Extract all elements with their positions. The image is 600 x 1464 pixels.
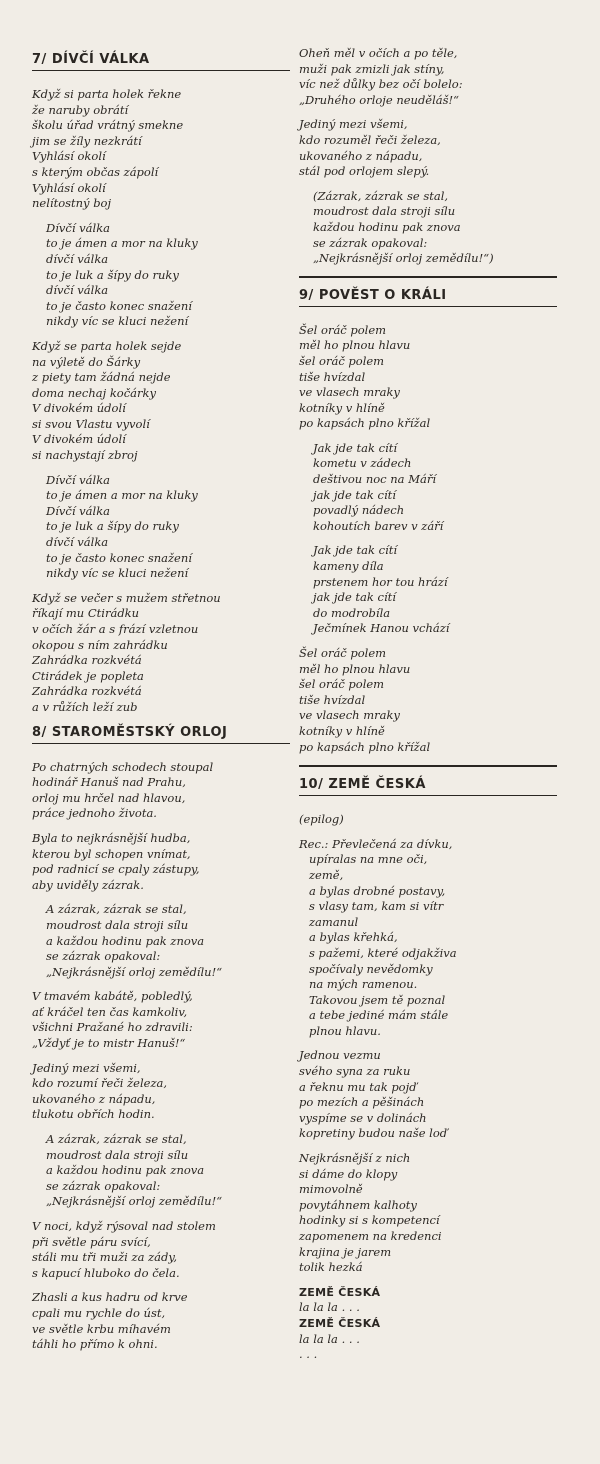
song-8-continued xyxy=(299,46,557,267)
lyric-line: tiše hvízdal xyxy=(299,369,366,384)
song-8-refrain-2 xyxy=(32,1132,290,1210)
lyric-line: Jediný mezi všemi, xyxy=(299,117,408,132)
lyric-line: deštivou noc na Máří xyxy=(313,472,437,487)
lyric-line: na výletě do Šárky xyxy=(32,354,141,369)
lyric-line: a řeknu mu tak pojď xyxy=(299,1079,417,1094)
lyric-line: cpali mu rychle do úst, xyxy=(32,1305,166,1320)
lyric-line: kopretiny budou naše loď xyxy=(299,1126,448,1141)
lyric-line: měl ho plnou hlavu xyxy=(299,338,411,353)
lyric-line: a v růžích leží zub xyxy=(32,699,138,714)
lyric-line: si dáme do klopy xyxy=(299,1166,398,1181)
lyric-line: to je ámen a mor na kluky xyxy=(46,488,198,503)
lyric-line: každou hodinu pak znova xyxy=(313,219,461,234)
lyric-line: v očích žár a s frází vzletnou xyxy=(32,622,199,636)
lyric-line: říkají mu Ctirádku xyxy=(32,606,140,621)
song-7-refrain-2 xyxy=(32,473,290,582)
lyric-line: si nachystají zbroj xyxy=(32,448,138,463)
lyric-line: V divokém údolí xyxy=(32,401,126,416)
lyric-line: Vyhlásí okolí xyxy=(32,180,106,195)
lyric-line: Jak jde tak cítí xyxy=(313,543,397,558)
song-8-stanza-4 xyxy=(32,1061,290,1123)
lyric-line: Zhasli a kus hadru od krve xyxy=(32,1290,188,1305)
lyric-line: hodinář Hanuš nad Prahu, xyxy=(32,775,186,790)
recitation-first-line: Rec.: Převlečená za dívku, xyxy=(299,836,453,851)
song-9-stanza-3 xyxy=(299,543,557,637)
lyric-line: tlukotu obřích hodin. xyxy=(32,1107,155,1122)
finale-line-3: ZEMĚ ČESKÁ xyxy=(299,1316,381,1330)
song-8-refrain-1 xyxy=(32,902,290,980)
finale-line-5: . . . xyxy=(299,1347,318,1362)
song-8-heading: 8/ STAROMĚSTSKÝ ORLOJ xyxy=(32,725,290,744)
lyric-line: orloj mu hrčel nad hlavou, xyxy=(32,790,186,805)
lyric-line: prstenem hor tou hrází xyxy=(313,574,448,589)
lyric-line: Po chatrných schodech stoupal xyxy=(32,759,214,774)
lyric-line: ve vlasech mraky xyxy=(299,385,400,400)
song-7-stanza-2 xyxy=(32,339,290,464)
song-9-stanza-2 xyxy=(299,441,557,535)
lyric-line: kdo rozumí řeči železa, xyxy=(32,1076,168,1091)
lyric-line: „Nejkrásnější orloj zemědílu!“) xyxy=(313,251,494,266)
song-7-heading: 7/ DÍVČÍ VÁLKA xyxy=(32,52,290,71)
lyric-line: si svou Vlastu vyvolí xyxy=(32,416,150,431)
lyric-line: z piety tam žádná nejde xyxy=(32,370,171,385)
song-7-stanza-3 xyxy=(32,591,290,716)
lyric-line: dívčí válka xyxy=(46,283,109,298)
lyric-line: A zázrak, zázrak se stal, xyxy=(46,902,187,917)
lyric-line: ukovaného z nápadu, xyxy=(32,1091,156,1106)
lyric-line: dívčí válka xyxy=(46,535,109,550)
lyric-line: ve světle krbu míhavém xyxy=(32,1321,171,1336)
finale-line-4: la la la . . . xyxy=(299,1331,360,1346)
lyric-line: V divokém údolí xyxy=(32,432,126,447)
lyric-line: Oheň měl v očích a po těle, xyxy=(299,46,458,60)
lyric-line: kdo rozuměl řeči železa, xyxy=(299,132,441,147)
lyric-line: V tmavém kabátě, pobledlý, xyxy=(32,989,193,1004)
lyric-line: měl ho plnou hlavu xyxy=(299,661,411,676)
lyric-line: Když se parta holek sejde xyxy=(32,338,182,353)
lyric-line: zapomenem na kredenci xyxy=(299,1229,442,1243)
lyric-line: Dívčí válka xyxy=(46,220,111,235)
lyric-line: a každou hodinu pak znova xyxy=(46,933,205,948)
lyric-line: táhli ho přímo k ohni. xyxy=(32,1337,158,1352)
lyric-line: svého syna za ruku xyxy=(299,1064,411,1079)
song-9-lyrics xyxy=(299,323,557,755)
lyric-line: krajina je jarem xyxy=(299,1244,392,1259)
lyric-line: země, xyxy=(309,867,344,882)
lyric-line: že naruby obrátí xyxy=(32,102,129,117)
lyric-line: spočívaly nevědomky xyxy=(309,961,433,976)
song-8-stanza-2 xyxy=(32,831,290,893)
lyric-line: šel oráč polem xyxy=(299,353,385,368)
lyric-line: ukovaného z nápadu, xyxy=(299,148,423,163)
lyric-line: jim se žíly nezkrátí xyxy=(32,133,142,148)
lyric-line: Dívčí válka xyxy=(46,472,111,487)
lyric-line: „Vždyť je to mistr Hanuš!“ xyxy=(32,1036,186,1051)
song-8-stanza-5 xyxy=(32,1219,290,1281)
lyric-line: aby uviděly zázrak. xyxy=(32,877,144,892)
lyric-line: kotníky v hlíně xyxy=(299,723,385,738)
finale-line-2: la la la . . . xyxy=(299,1300,360,1315)
left-column xyxy=(32,52,290,1362)
song-7-lyrics xyxy=(32,87,290,716)
lyric-line: nikdy víc se kluci nežení xyxy=(46,566,189,581)
lyric-line: upíralas na mne oči, xyxy=(309,852,428,867)
song-9-stanza-1 xyxy=(299,323,557,432)
lyric-line: povytáhnem kalhoty xyxy=(299,1197,417,1212)
lyric-line: to je luk a šípy do ruky xyxy=(46,267,179,282)
lyric-line: a tebe jediné mám stále xyxy=(309,1008,449,1023)
lyric-line: stáli mu tři muži za zády, xyxy=(32,1250,177,1265)
lyric-line: „Nejkrásnější orloj zemědílu!“ xyxy=(46,964,223,979)
lyric-line: na mých ramenou. xyxy=(309,977,418,992)
song-10-stanza-2 xyxy=(299,1151,557,1276)
lyric-line: Byla to nejkrásnější hudba, xyxy=(32,830,191,845)
lyric-line: s kterým občas zápolí xyxy=(32,164,159,179)
song-10-finale xyxy=(299,1285,557,1363)
song-10-recitation xyxy=(299,837,557,1040)
lyric-line: vyspíme se v dolinách xyxy=(299,1110,427,1125)
lyric-line: práce jednoho života. xyxy=(32,806,157,821)
lyric-line: stál pod orlojem slepý. xyxy=(299,164,430,179)
lyric-line: nikdy víc se kluci nežení xyxy=(46,314,189,329)
lyric-line: po kapsách plno křížal xyxy=(299,416,431,431)
lyric-line: (Zázrak, zázrak se stal, xyxy=(313,188,449,203)
lyric-line: dívčí válka xyxy=(46,251,109,266)
lyric-line: po mezích a pěšinách xyxy=(299,1095,425,1110)
lyric-line: při světle páru svící, xyxy=(32,1234,151,1249)
lyric-line: A zázrak, zázrak se stal, xyxy=(46,1132,187,1147)
lyric-line: moudrost dala stroji sílu xyxy=(46,1147,189,1162)
lyric-line: jak jde tak cítí xyxy=(313,590,396,605)
lyric-line: Když si parta holek řekne xyxy=(32,87,182,101)
finale-line-1: ZEMĚ ČESKÁ xyxy=(299,1285,381,1299)
song-8-stanza-8 xyxy=(299,117,557,179)
lyric-line: Ječmínek Hanou vchází xyxy=(313,621,450,636)
recitation-lines xyxy=(299,852,557,1039)
lyric-line: s pažemi, které odjakživa xyxy=(309,945,457,960)
lyric-line: Zahrádka rozkvétá xyxy=(32,684,142,699)
lyric-line: víc než důlky bez očí bolelo: xyxy=(299,77,463,92)
lyric-line: Šel oráč polem xyxy=(299,322,387,337)
lyric-line: kometu v zádech xyxy=(313,456,412,471)
right-column xyxy=(299,46,557,1372)
lyric-line: a každou hodinu pak znova xyxy=(46,1163,205,1178)
lyric-line: s vlasy tam, kam si vítr xyxy=(309,899,444,914)
lyric-line: všichni Pražané ho zdravili: xyxy=(32,1020,193,1035)
lyric-line: mimovolně xyxy=(299,1182,363,1197)
lyric-line: Šel oráč polem xyxy=(299,646,387,660)
lyric-line: moudrost dala stroji sílu xyxy=(313,204,456,219)
lyric-line: po kapsách plno křížal xyxy=(299,739,431,754)
lyric-line: ať kráčel ten čas kamkoliv, xyxy=(32,1004,188,1019)
lyric-line: Když se večer s mužem střetnou xyxy=(32,590,221,605)
lyric-line: Takovou jsem tě poznal xyxy=(309,992,446,1007)
song-8-stanza-6 xyxy=(32,1290,290,1352)
song-8-refrain-3 xyxy=(299,189,557,267)
lyric-line: šel oráč polem xyxy=(299,677,385,692)
song-7-stanza-1 xyxy=(32,87,290,212)
song-10-heading: 10/ ZEMĚ ČESKÁ xyxy=(299,765,557,796)
lyric-line: „Druhého orloje neuděláš!“ xyxy=(299,92,460,107)
lyric-line: „Nejkrásnější orloj zemědílu!“ xyxy=(46,1194,223,1209)
song-8-stanza-1 xyxy=(32,760,290,822)
song-7-refrain-1 xyxy=(32,221,290,330)
lyric-line: kterou byl schopen vnímat, xyxy=(32,846,191,861)
lyric-line: a bylas drobné postavy, xyxy=(309,883,446,898)
lyric-line: V noci, když rýsoval nad stolem xyxy=(32,1219,216,1233)
lyric-line: tiše hvízdal xyxy=(299,692,366,707)
lyric-line: kohoutích barev v září xyxy=(313,518,444,533)
lyric-line: to je často konec snažení xyxy=(46,298,192,313)
lyric-line: povadlý nádech xyxy=(313,503,405,518)
lyric-line: pod radnicí se cpaly zástupy, xyxy=(32,862,200,877)
lyric-line: doma nechaj kočárky xyxy=(32,385,156,400)
lyric-line: zamanul xyxy=(309,914,359,929)
lyric-line: nelítostný boj xyxy=(32,196,112,211)
epilog-label: (epilog) xyxy=(299,812,344,827)
lyric-line: Jediný mezi všemi, xyxy=(32,1060,141,1075)
lyric-line: kameny díla xyxy=(313,559,384,574)
lyric-line: Vyhlásí okolí xyxy=(32,149,106,164)
lyric-line: ve vlasech mraky xyxy=(299,708,400,723)
lyric-line: se zázrak opakoval: xyxy=(46,949,161,964)
song-10-epilog-label xyxy=(299,812,557,828)
song-9-heading: 9/ POVĚST O KRÁLI xyxy=(299,276,557,307)
song-8-stanza-7 xyxy=(299,46,557,108)
song-9-stanza-4 xyxy=(299,646,557,755)
lyric-line: to je luk a šípy do ruky xyxy=(46,519,179,534)
lyric-line: se zázrak opakoval: xyxy=(46,1178,161,1193)
lyric-line: Jak jde tak cítí xyxy=(313,440,397,455)
lyric-line: to je ámen a mor na kluky xyxy=(46,236,198,251)
song-8-lyrics xyxy=(32,760,290,1353)
lyric-line: Dívčí válka xyxy=(46,503,111,518)
song-10-stanza-1 xyxy=(299,1048,557,1142)
lyric-line: jak jde tak cítí xyxy=(313,487,396,502)
lyric-line: okopou s ním zahrádku xyxy=(32,637,168,652)
song-10-lyrics xyxy=(299,812,557,1363)
lyric-line: moudrost dala stroji sílu xyxy=(46,917,189,932)
lyric-line: se zázrak opakoval: xyxy=(313,235,428,250)
lyric-line: do modrobíla xyxy=(313,605,391,620)
lyric-line: školu úřad vrátný smekne xyxy=(32,118,184,133)
lyric-line: hodinky si s kompetencí xyxy=(299,1213,440,1228)
lyric-line: a bylas křehká, xyxy=(309,930,398,945)
lyric-line: Zahrádka rozkvétá xyxy=(32,653,142,668)
lyric-line: plnou hlavu. xyxy=(309,1023,381,1038)
lyric-line: tolik hezká xyxy=(299,1260,363,1275)
song-8-stanza-3 xyxy=(32,989,290,1051)
lyric-line: to je často konec snažení xyxy=(46,550,192,565)
lyric-line: kotníky v hlíně xyxy=(299,400,385,415)
lyric-line: Nejkrásnější z nich xyxy=(299,1151,411,1166)
lyric-line: muži pak zmizli jak stíny, xyxy=(299,61,445,76)
lyric-line: Jednou vezmu xyxy=(299,1048,381,1063)
lyric-line: s kapucí hluboko do čela. xyxy=(32,1265,180,1280)
lyric-line: Ctirádek je popleta xyxy=(32,668,144,683)
